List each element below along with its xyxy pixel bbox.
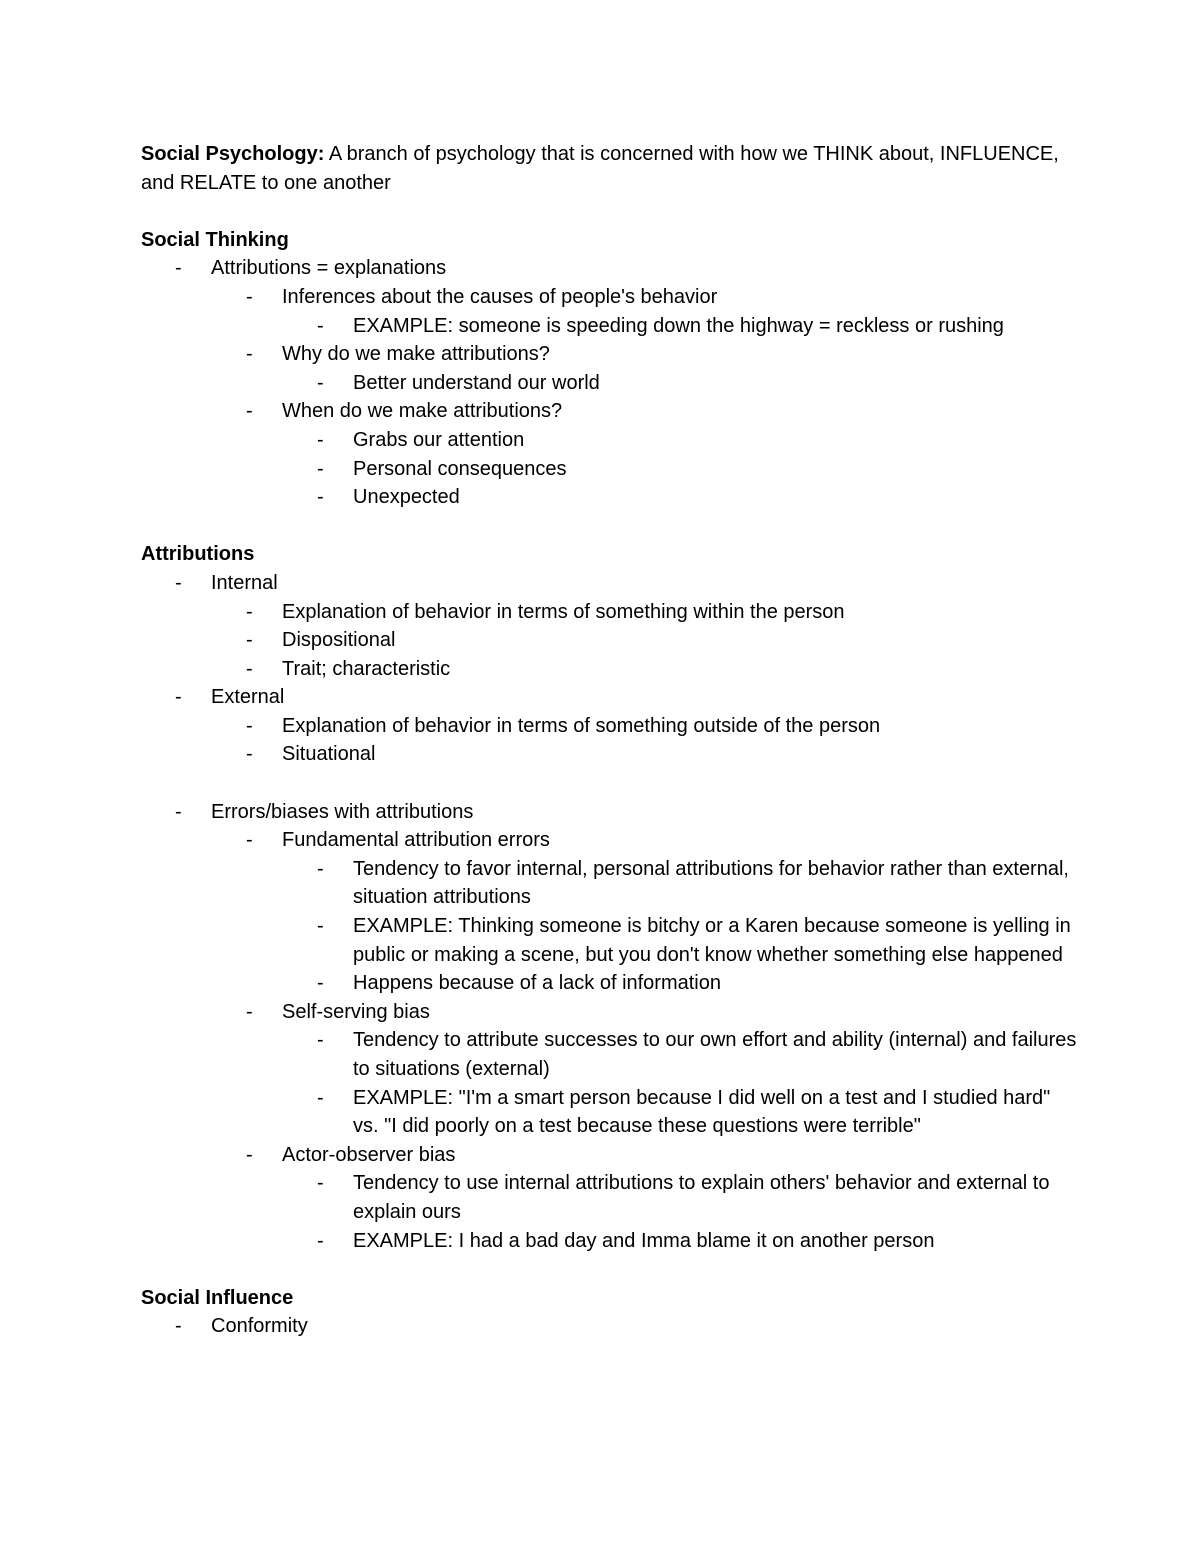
- list-item-level-3: [141, 312, 1081, 341]
- list-item-level-1: [141, 1312, 1081, 1341]
- bullet-dash: -: [317, 915, 324, 938]
- bullet-dash: -: [246, 657, 253, 680]
- list-item-text: Errors/biases with attributions: [211, 800, 474, 823]
- bullet-dash: -: [175, 800, 182, 823]
- bullet-dash: -: [246, 285, 253, 308]
- list-item-text: Fundamental attribution errors: [282, 829, 550, 852]
- bullet-dash: -: [246, 343, 253, 366]
- bullet-dash: -: [317, 1172, 324, 1195]
- list-item-level-1: [141, 254, 1081, 283]
- list-item-text: Self-serving bias: [282, 1000, 430, 1023]
- section-heading: Attributions: [141, 543, 255, 566]
- bullet-dash: -: [246, 1000, 253, 1023]
- bullet-dash: -: [246, 743, 253, 766]
- list-item-text: Happens because of a lack of information: [353, 972, 721, 995]
- sections-container: [141, 197, 1081, 1341]
- bullet-dash: -: [246, 400, 253, 423]
- list-item-text: Conformity: [211, 1315, 308, 1338]
- list-item-text: Tendency to attribute successes to our own effort and ability (internal) and failures to situations (external): [353, 1029, 1077, 1080]
- list-item-text: When do we make attributions?: [282, 400, 563, 423]
- list-item-level-2: [141, 826, 1081, 855]
- bullet-dash: -: [175, 686, 182, 709]
- list-item-text: Why do we make attributions?: [282, 343, 550, 366]
- list-item-level-3: [141, 1026, 1081, 1083]
- list-item-level-2: [141, 712, 1081, 741]
- list-item-level-1: [141, 683, 1081, 712]
- bullet-dash: -: [317, 857, 324, 880]
- list-item-text: Actor-observer bias: [282, 1143, 456, 1166]
- list-item-text: Internal: [211, 571, 278, 594]
- intro-paragraph: [141, 140, 1081, 197]
- bullet-dash: -: [246, 714, 253, 737]
- list-item-text: Unexpected: [353, 486, 460, 509]
- document-body: [141, 140, 1081, 1341]
- list-item-text: Explanation of behavior in terms of something outside of the person: [282, 714, 881, 737]
- list-item-text: Tendency to favor internal, personal attributions for behavior rather than external, situation attributions: [353, 857, 1069, 909]
- list-item-level-3: [141, 369, 1081, 398]
- section-spacer: [141, 512, 1081, 541]
- intro-definition: A branch of psychology that is concerned with how we THINK about, INFLUENCE, and RELATE to one another: [141, 143, 1059, 194]
- bullet-dash: -: [246, 1143, 253, 1166]
- list-item-level-1: [141, 569, 1081, 598]
- bullet-dash: -: [317, 486, 324, 509]
- section-spacer: [141, 197, 1081, 226]
- list-item-text: EXAMPLE: someone is speeding down the highway = reckless or rushing: [353, 314, 1004, 337]
- list-item-level-3: [141, 455, 1081, 484]
- list-item-level-2: [141, 998, 1081, 1027]
- blank-line: [141, 769, 1081, 798]
- list-item-text: Attributions = explanations: [211, 257, 447, 280]
- section-heading: Social Influence: [141, 1286, 294, 1309]
- bullet-dash: -: [317, 457, 324, 480]
- list-item-text: Inferences about the causes of people's behavior: [282, 285, 718, 308]
- bullet-dash: -: [317, 1229, 324, 1252]
- list-item-text: EXAMPLE: "I'm a smart person because I did well on a test and I studied hard" vs. "I did poorly on a test because these questions were terrible": [353, 1086, 1051, 1138]
- bullet-dash: -: [317, 371, 324, 394]
- list-item-level-3: [141, 855, 1081, 912]
- list-item-text: Explanation of behavior in terms of something within the person: [282, 600, 845, 623]
- bullet-dash: -: [317, 314, 324, 337]
- list-item-level-3: [141, 1169, 1081, 1226]
- list-item-level-3: [141, 912, 1081, 969]
- list-item-level-3: [141, 426, 1081, 455]
- list-item-text: Dispositional: [282, 629, 396, 652]
- bullet-dash: -: [317, 1086, 324, 1109]
- list-item-level-2: [141, 655, 1081, 684]
- list-item-text: Better understand our world: [353, 371, 600, 394]
- list-item-level-3: [141, 483, 1081, 512]
- bullet-dash: -: [246, 629, 253, 652]
- list-item-level-2: [141, 283, 1081, 312]
- bullet-dash: -: [175, 571, 182, 594]
- bullet-dash: -: [175, 1315, 182, 1338]
- list-item-text: External: [211, 686, 285, 709]
- section-spacer: [141, 1255, 1081, 1284]
- intro-term: Social Psychology:: [141, 143, 325, 165]
- list-item-text: Tendency to use internal attributions to explain others' behavior and external to explain ours: [353, 1172, 1050, 1223]
- section-heading: Social Thinking: [141, 228, 289, 251]
- list-item-level-3: [141, 969, 1081, 998]
- list-item-level-2: [141, 598, 1081, 627]
- list-item-level-2: [141, 340, 1081, 369]
- bullet-dash: -: [175, 257, 182, 280]
- list-item-text: EXAMPLE: I had a bad day and Imma blame it on another person: [353, 1229, 935, 1252]
- bullet-dash: -: [317, 1029, 324, 1052]
- bullet-dash: -: [246, 600, 253, 623]
- list-item-level-3: [141, 1084, 1081, 1141]
- list-item-text: Trait; characteristic: [282, 657, 451, 680]
- bullet-dash: -: [317, 972, 324, 995]
- list-item-level-2: [141, 397, 1081, 426]
- list-item-level-2: [141, 740, 1081, 769]
- list-item-text: Grabs our attention: [353, 428, 525, 451]
- list-item-text: EXAMPLE: Thinking someone is bitchy or a Karen because someone is yelling in public or making a scene, but you don't know whether something else happened: [353, 915, 1071, 966]
- list-item-text: Situational: [282, 743, 376, 766]
- bullet-dash: -: [246, 829, 253, 852]
- list-item-text: Personal consequences: [353, 457, 567, 480]
- list-item-level-3: [141, 1227, 1081, 1256]
- list-item-level-2: [141, 1141, 1081, 1170]
- list-item-level-1: [141, 798, 1081, 827]
- list-item-level-2: [141, 626, 1081, 655]
- bullet-dash: -: [317, 428, 324, 451]
